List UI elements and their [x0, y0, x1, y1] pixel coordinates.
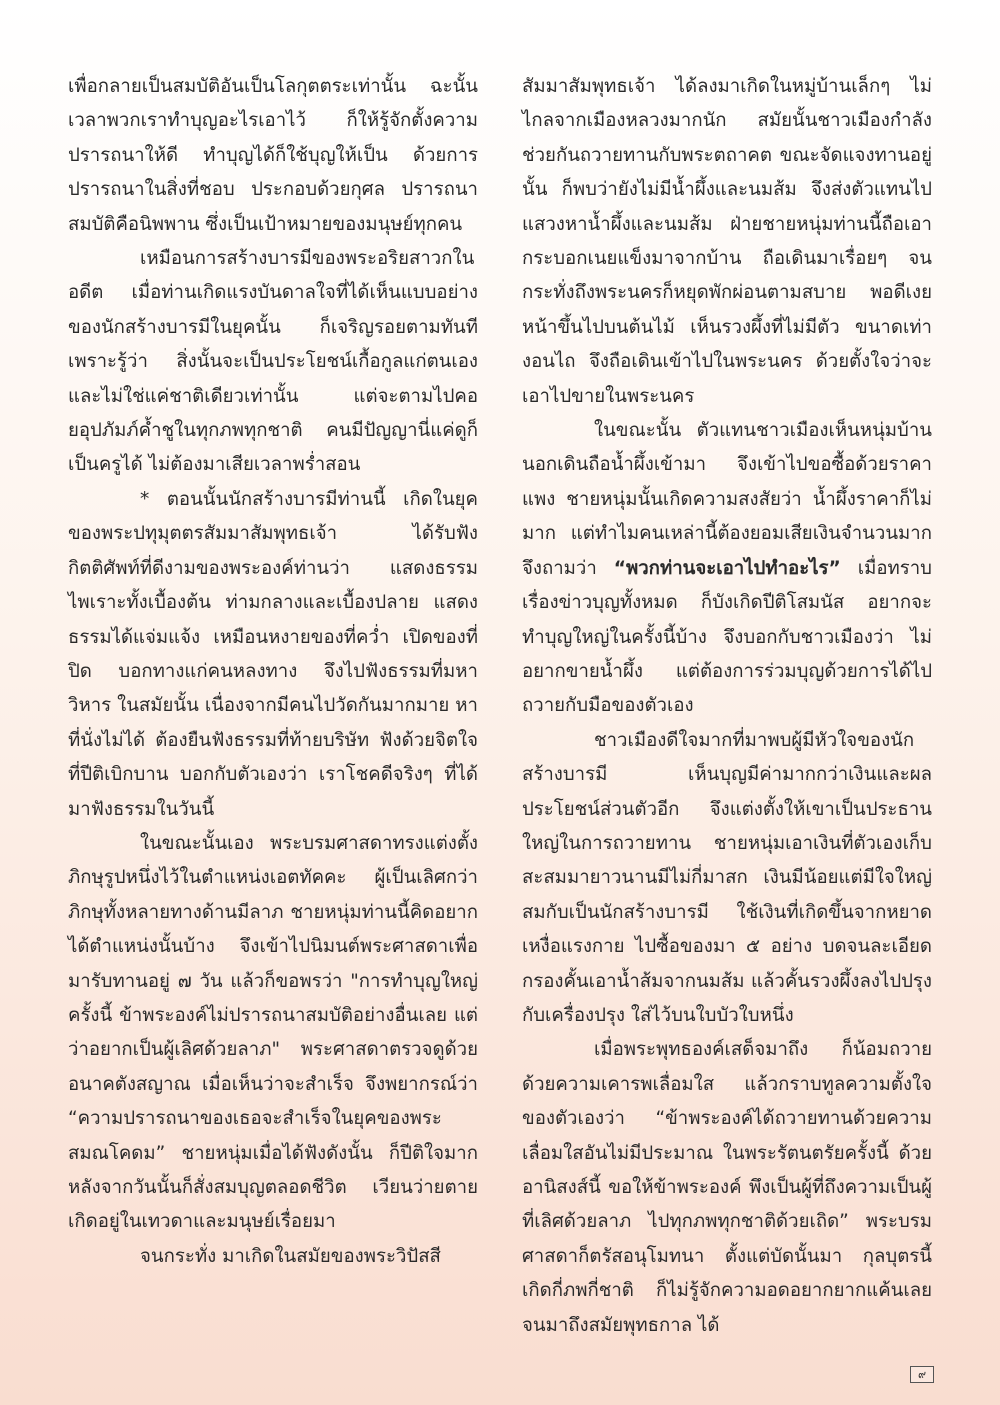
paragraph: สัมมาสัมพุทธเจ้า ได้ลงมาเกิดในหมู่บ้านเล็กๆ ไม่ไกลจากเมืองหลวงมากนัก สมัยนั้นชาวเมืองกำลังช่วยกันถวายทานกับพระตถาคต ขณะจัดแจงทานอยู่นั้น ก็พบว่ายังไม่มีน้ำผึ้งและนมส้ม จึงส่งตัวแทนไปแสวงหาน้ำผึ้งและนมส้ม ฝ่ายชายหนุ่มท่านนี้ถือเอากระบอกเนยแข็งมาจากบ้าน ถือเดินมาเรื่อยๆ จนกระทั่งถึงพระนครก็หยุดพักผ่อนตามสบาย พอดีเงยหน้าขึ้นไปบนต้นไม้ เห็นรวงผึ้งที่ไม่มีตัว ขนาดเท่างอนไถ จึงถือเดินเข้าไปในพระนคร ด้วยตั้งใจว่าจะเอาไปขายในพระนคร [522, 76, 932, 407]
left-text-column [68, 70, 478, 1274]
paragraph: ชาวเมืองดีใจมากที่มาพบผู้มีหัวใจของนักสร้างบารมี เห็นบุญมีค่ามากกว่าเงินและผลประโยชน์ส่วนตัวอีก จึงแต่งตั้งให้เขาเป็นประธานใหญ่ในการถวายทาน ชายหนุ่มเอาเงินที่ตัวเองเก็บสะสมมายาวนานมีไม่กี่มาสก เงินมีน้อยแต่มีใจใหญ่สมกับเป็นนักสร้างบารมี ใช้เงินที่เกิดขึ้นจากหยาดเหงื่อแรงกาย ไปซื้อของมา ๕ อย่าง บดจนละเอียด กรองคั้นเอาน้ำส้มจากนมส้ม แล้วคั้นรวงผึ้งลงไปปรุงกับเครื่องปรุง ใส่ไว้บนใบบัวใบหนึ่ง [522, 729, 932, 1026]
paragraph-text: ในขณะนั้น ตัวแทนชาวเมืองเห็นหนุ่มบ้านนอกเดินถือน้ำผึ้งเข้ามา จึงเข้าไปขอซื้อด้วยราคาแพง ชายหนุ่มนั้นเกิดความสงสัยว่า น้ำผึ้งราคาก็ไม่มาก แต่ทำไมคนเหล่านี้ต้องยอมเสียเงินจำนวนมาก จึงถามว่า [522, 420, 932, 579]
right-text-column [522, 70, 932, 1343]
paragraph: ในขณะนั้นเอง พระบรมศาสดาทรงแต่งตั้งภิกษุรูปหนึ่งไว้ในตำแหน่งเอตทัคคะ ผู้เป็นเลิศกว่าภิกษุทั้งหลายทางด้านมีลาภ ชายหนุ่มท่านนี้คิดอยากได้ตำแหน่งนั้นบ้าง จึงเข้าไปนิมนต์พระศาสดาเพื่อมารับทานอยู่ ๗ วัน แล้วก็ขอพรว่า "การทำบุญใหญ่ครั้งนี้ ข้าพระองค์ไม่ปรารถนาสมบัติอย่างอื่นเลย แต่ว่าอยากเป็นผู้เลิศด้วยลาภ" พระศาสดาตรวจดูด้วยอนาคตังสญาณ เมื่อเห็นว่าจะสำเร็จ จึงพยากรณ์ว่า “ความปรารถนาของเธอจะสำเร็จในยุคของพระสมณโคดม” ชายหนุ่มเมื่อได้ฟังดังนั้น ก็ปีติใจมาก หลังจากวันนั้นก็สั่งสมบุญตลอดชีวิต เวียนว่ายตายเกิดอยู่ในเทวดาและมนุษย์เรื่อยมา [68, 832, 478, 1233]
paragraph-text: เมื่อทราบเรื่องข่าวบุญทั้งหมด ก็บังเกิดปีติโสมนัส อยากจะทำบุญใหญ่ในครั้งนี้บ้าง จึงบอกกับชาวเมืองว่า ไม่อยากขายน้ำผึ้ง แต่ต้องการร่วมบุญด้วยการได้ไปถวายกับมือของตัวเอง [522, 557, 932, 717]
bold-quote: “พวกท่านจะเอาไปทำอะไร” [613, 557, 841, 579]
paragraph: เหมือนการสร้างบารมีของพระอริยสาวกในอดีต เมื่อท่านเกิดแรงบันดาลใจที่ได้เห็นแบบอย่างของนักสร้างบารมีในยุคนั้น ก็เจริญรอยตามทันที เพราะรู้ว่า สิ่งนั้นจะเป็นประโยชน์เกื้อกูลแก่ตนเอง และไม่ใช่แค่ชาติเดียวเท่านั้น แต่จะตามไปคอยอุปภัมภ์ค้ำชูในทุกภพทุกชาติ คนมีปัญญานี่แค่ดูก็เป็นครูได้ ไม่ต้องมาเสียเวลาพร่ำสอน [68, 248, 478, 476]
paragraph [522, 414, 932, 724]
paragraph: จนกระทั่ง มาเกิดในสมัยของพระวิปัสสี [140, 1245, 441, 1267]
page-number: ๙ [910, 1366, 934, 1383]
paragraph: เมื่อพระพุทธองค์เสด็จมาถึง ก็น้อมถวายด้วยความเคารพเลื่อมใส แล้วกราบทูลความตั้งใจของตัวเองว่า “ข้าพระองค์ได้ถวายทานด้วยความเลื่อมใสอันไม่มีประมาณ ในพระรัตนตรัยครั้งนี้ ด้วยอานิสงส์นี้ ขอให้ข้าพระองค์ พึงเป็นผู้ที่ถึงความเป็นผู้ที่เลิศด้วยลาภ ไปทุกภพทุกชาติด้วยเถิด” พระบรมศาสดาก็ตรัสอนุโมทนา ตั้งแต่บัดนั้นมา กุลบุตรนี้เกิดกี่ภพกี่ชาติ ก็ไม่รู้จักความอดอยากยากแค้นเลย จนมาถึงสมัยพุทธกาล ได้ [522, 1039, 932, 1336]
paragraph: เพื่อกลายเป็นสมบัติอันเป็นโลกุตตระเท่านั้น ฉะนั้น เวลาพวกเราทำบุญอะไรเอาไว้ ก็ให้รู้จักตั้งความปรารถนาให้ดี ทำบุญได้ก็ใช้บุญให้เป็น ด้วยการปรารถนาในสิ่งที่ชอบ ประกอบด้วยกุศล ปรารถนาสมบัติคือนิพพาน ซึ่งเป็นเป้าหมายของมนุษย์ทุกคน [68, 76, 478, 235]
paragraph: * ตอนนั้นนักสร้างบารมีท่านนี้ เกิดในยุคของพระปทุมุตตรสัมมาสัมพุทธเจ้า ได้รับฟังกิตติศัพท์ที่ดีงามของพระองค์ท่านว่า แสดงธรรมไพเราะทั้งเบื้องต้น ท่ามกลางและเบื้องปลาย แสดงธรรมได้แจ่มแจ้ง เหมือนหงายของที่คว่ำ เปิดของที่ปิด บอกทางแก่คนหลงทาง จึงไปฟังธรรมที่มหาวิหาร ในสมัยนั้น เนื่องจากมีคนไปวัดกันมากมาย หาที่นั่งไม่ได้ ต้องยืนฟังธรรมที่ท้ายบริษัท ฟังด้วยจิตใจที่ปีติเบิกบาน บอกกับตัวเองว่า เราโชคดีจริงๆ ที่ได้มาฟังธรรมในวันนี้ [68, 488, 478, 820]
